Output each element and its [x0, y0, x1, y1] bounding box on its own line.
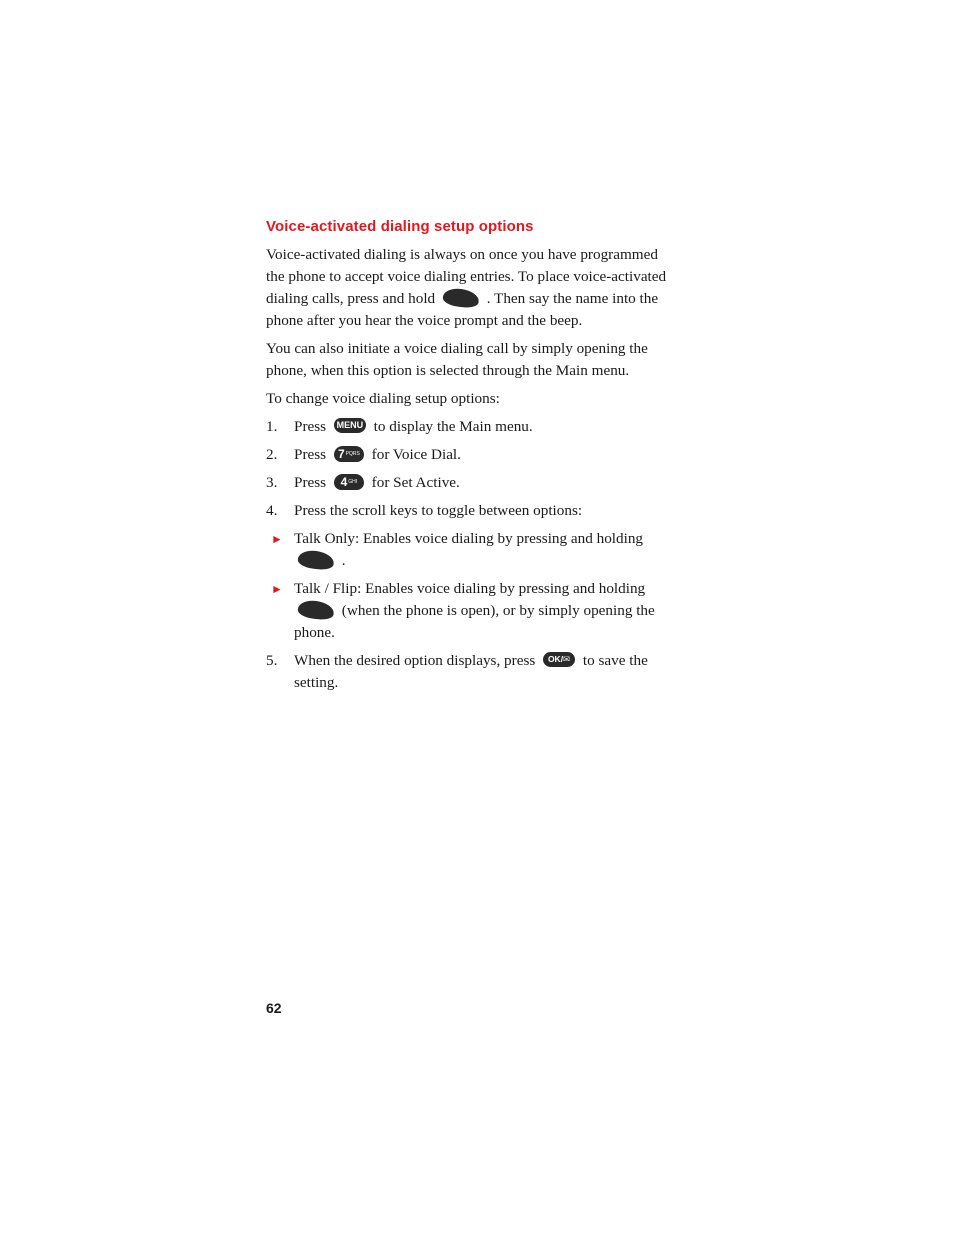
step-text: When the desired option displays, press	[294, 652, 536, 669]
step-number: 3.	[266, 474, 278, 491]
key-letters: PQRS	[345, 451, 360, 458]
key-7-icon	[334, 446, 364, 462]
section-heading: Voice-activated dialing setup options	[266, 218, 534, 235]
bullet-text: (when the phone is open), or by simply opening the phone.	[294, 602, 655, 641]
instructions-lead: To change voice dialing setup options:	[266, 390, 500, 407]
content-column	[266, 218, 676, 700]
key-letters: GHI	[348, 479, 358, 486]
step-number: 2.	[266, 446, 278, 463]
menu-key-icon: MENU	[334, 418, 366, 433]
bullet-talk-only	[266, 528, 676, 572]
bullet-arrow-icon: ►	[271, 582, 283, 596]
step-text: to save the setting.	[294, 652, 648, 691]
ok-key-icon: OK/✉	[543, 652, 575, 667]
step-text: Press	[294, 418, 327, 435]
bullet-text: .	[341, 552, 346, 569]
step-1	[266, 416, 676, 438]
step-3	[266, 472, 676, 494]
intro-paragraph	[266, 244, 676, 332]
key-digit: 4	[340, 474, 348, 489]
step-2	[266, 444, 676, 466]
step-text: Press the scroll keys to toggle between options:	[294, 502, 583, 519]
key-4-icon	[334, 474, 364, 490]
step-number: 1.	[266, 418, 278, 435]
step-text: to display the Main menu.	[373, 418, 533, 435]
steps-list	[266, 416, 676, 694]
step-4	[266, 500, 676, 522]
step-text: Press	[294, 474, 327, 491]
talk-key-icon	[297, 598, 335, 621]
talk-key-icon	[297, 548, 335, 571]
bullet-text: Talk / Flip: Enables voice dialing by pressing and holding	[294, 580, 646, 597]
step-text: Press	[294, 446, 327, 463]
intro-text-1: Voice-activated dialing is always on once you have programmed the phone to accept voice dialing entries. To place voice-activated dialing calls, press and hold	[266, 246, 667, 307]
bullet-text: Talk Only: Enables voice dialing by pressing and holding	[294, 530, 644, 547]
intro-text-2: . Then say the name into the phone after you hear the voice prompt and the beep.	[266, 290, 659, 329]
step-text: for Voice Dial.	[371, 446, 461, 463]
step-5	[266, 650, 676, 694]
page-number: 62	[266, 1000, 282, 1016]
talk-key-icon	[442, 286, 480, 309]
bullet-talk-flip	[266, 578, 676, 644]
bullet-arrow-icon: ►	[271, 532, 283, 546]
step-number: 4.	[266, 502, 278, 519]
flip-open-paragraph: You can also initiate a voice dialing call by simply opening the phone, when this option is selected through the Main menu.	[266, 340, 648, 379]
step-text: for Set Active.	[371, 474, 460, 491]
step-number: 5.	[266, 652, 278, 669]
key-digit: 7	[337, 446, 345, 461]
